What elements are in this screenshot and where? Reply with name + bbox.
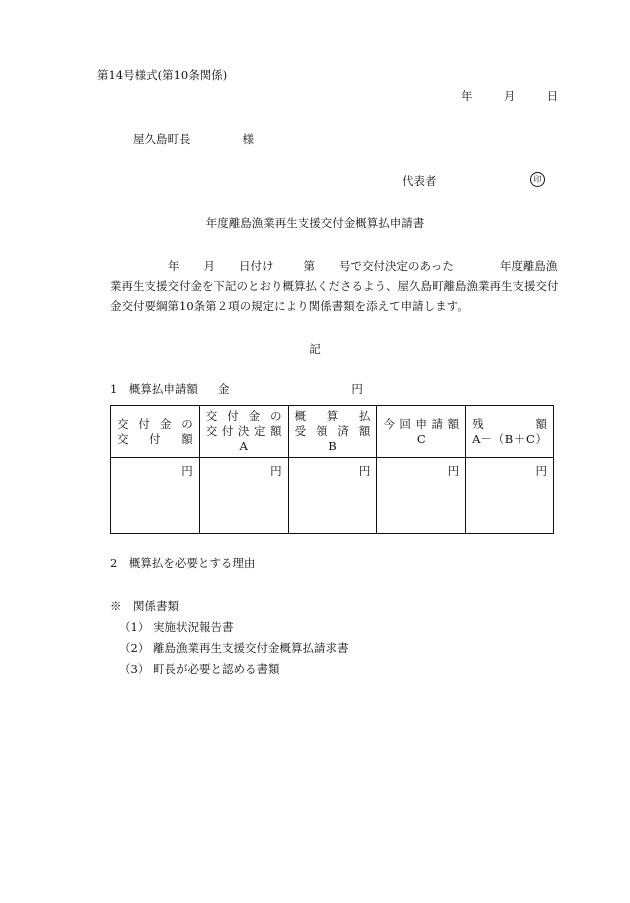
- header-text: 残額: [472, 416, 547, 431]
- related-item-text: 町長が必要と認める書類: [153, 662, 280, 676]
- header-cell: [288, 406, 377, 458]
- header-text: B: [328, 439, 337, 453]
- header-text: 交付金の: [117, 416, 193, 431]
- date-year: 年: [461, 89, 473, 103]
- representative-label: 代表者: [402, 174, 437, 188]
- body-year: 年: [168, 259, 180, 273]
- ki-heading: 記: [309, 342, 321, 356]
- addressee: [133, 132, 254, 146]
- addressee-honorific: 様: [242, 132, 254, 146]
- date-month: 月: [503, 89, 516, 103]
- date-line: [461, 89, 558, 103]
- related-item-text: 実施状況報告書: [153, 620, 234, 634]
- header-text: 交付決定額: [205, 424, 282, 438]
- header-text: C: [416, 431, 426, 446]
- header-cell: [377, 406, 466, 458]
- amount-table: [110, 405, 554, 534]
- related-item: [119, 662, 280, 676]
- body-paragraph: [110, 256, 570, 316]
- body-line-1: [110, 256, 570, 276]
- body-line1-end: 年度離島漁: [499, 259, 558, 273]
- header-text: A: [239, 439, 248, 453]
- item1-label: 1 概算払申請額: [110, 382, 198, 396]
- header-text: 今回申請額: [383, 416, 460, 431]
- addressee-name: 屋久島町長: [133, 132, 191, 146]
- header-cell: [466, 406, 554, 458]
- body-month: 月: [203, 259, 215, 273]
- body-line-2: 業再生支援交付金を下記のとおり概算払くださるよう、屋久島町離島漁業再生支援交付: [110, 279, 559, 293]
- amount-cell[interactable]: 円: [377, 458, 466, 534]
- table-header-row: [111, 406, 554, 458]
- body-dai: 第: [303, 259, 315, 273]
- item1-yen: 円: [351, 382, 363, 396]
- header-text: 概算払: [294, 409, 371, 423]
- seal-mark: 印: [530, 172, 545, 187]
- related-item: [119, 620, 234, 634]
- header-text: 交付金の: [205, 409, 282, 423]
- amount-cell[interactable]: 円: [288, 458, 377, 534]
- body-go: 号で交付決定のあった: [339, 259, 454, 273]
- amount-cell[interactable]: 円: [199, 458, 288, 534]
- header-cell: [111, 406, 200, 458]
- document-title: 年度離島漁業再生支援交付金概算払申請書: [205, 216, 425, 230]
- amount-cell[interactable]: 円: [111, 458, 200, 534]
- related-item-label: （3）: [119, 662, 150, 676]
- date-day: 日: [546, 89, 559, 103]
- related-item: [119, 641, 349, 655]
- item1-line: [110, 382, 363, 396]
- amount-cell[interactable]: 円: [466, 458, 554, 534]
- header-cell: [199, 406, 288, 458]
- item2-line: 2 概算払を必要とする理由: [110, 556, 256, 570]
- header-text: A－（B＋C）: [472, 431, 547, 446]
- related-docs-title: ※ 関係書類: [110, 599, 179, 613]
- header-text: 受領済額: [294, 424, 371, 438]
- table-row: [111, 458, 554, 534]
- header-text: 交付額: [117, 431, 193, 446]
- related-item-label: （2）: [119, 641, 150, 655]
- body-day: 日付け: [239, 259, 274, 273]
- body-line-3: 金交付要綱第10条第２項の規定により関係書類を添えて申請します。: [110, 299, 469, 313]
- related-item-label: （1）: [119, 620, 150, 634]
- form-number: 第14号様式(第10条関係): [97, 68, 228, 82]
- related-item-text: 離島漁業再生支援交付金概算払請求書: [153, 641, 349, 655]
- item1-kin: 金: [217, 382, 230, 396]
